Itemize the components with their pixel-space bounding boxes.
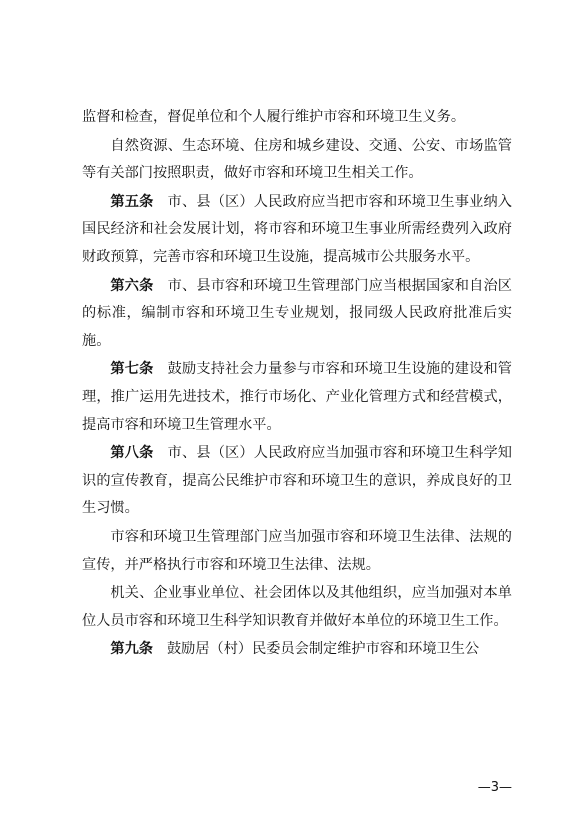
paragraph-text: 市、县（区）人民政府应当加强市容和环境卫生科学知识的宣传教育，提高公民维护市容和环境卫生的意识，养成良好的卫生习惯。 [82, 445, 512, 517]
paragraph-text: 自然资源、生态环境、住房和城乡建设、交通、公安、市场监管等有关部门按照职责，做好市容和环境卫生相关工作。 [82, 137, 512, 182]
article-8 [82, 440, 512, 523]
paragraph-text: 鼓励居（村）民委员会制定维护市容和环境卫生公 [166, 641, 480, 658]
paragraph-text: 监督和检查，督促单位和个人履行维护市容和环境卫生义务。 [82, 109, 466, 125]
article-6 [82, 273, 512, 356]
paragraph [82, 133, 512, 188]
article-number: 第六条 [110, 277, 154, 294]
document-body [82, 104, 512, 665]
paragraph-text: 机关、企业事业单位、社会团体以及其他组织，应当加强对本单位人员市容和环境卫生科学知识教育并做好本单位的环境卫生工作。 [82, 585, 512, 629]
paragraph-text: 市、县（区）人民政府应当把市容和环境卫生事业纳入国民经济和社会发展计划，将市容和环境卫生事业所需经费列入政府财政预算，完善市容和环境卫生设施，提高城市公共服务水平。 [82, 193, 512, 265]
article-7 [82, 356, 512, 439]
article-5 [82, 189, 512, 272]
paragraph [82, 580, 512, 635]
paragraph-text: 市容和环境卫生管理部门应当加强市容和环境卫生法律、法规的宣传，并严格执行市容和环境卫生法律、法规。 [82, 528, 512, 573]
article-number: 第九条 [110, 641, 153, 658]
paragraph [82, 524, 512, 579]
article-9 [82, 636, 512, 664]
article-number: 第八条 [110, 445, 154, 462]
article-number: 第五条 [110, 193, 154, 210]
paragraph-text: 鼓励支持社会力量参与市容和环境卫生设施的建设和管理，推广运用先进技术，推行市场化、产业化管理方式和经营模式，提高市容和环境卫生管理水平。 [82, 361, 512, 433]
paragraph-continuation [82, 104, 512, 132]
article-number: 第七条 [110, 361, 154, 378]
page-number: —3— [477, 780, 512, 795]
paragraph-text: 市、县市容和环境卫生管理部门应当根据国家和自治区的标准，编制市容和环境卫生专业规划，报同级人民政府批准后实施。 [82, 277, 512, 349]
